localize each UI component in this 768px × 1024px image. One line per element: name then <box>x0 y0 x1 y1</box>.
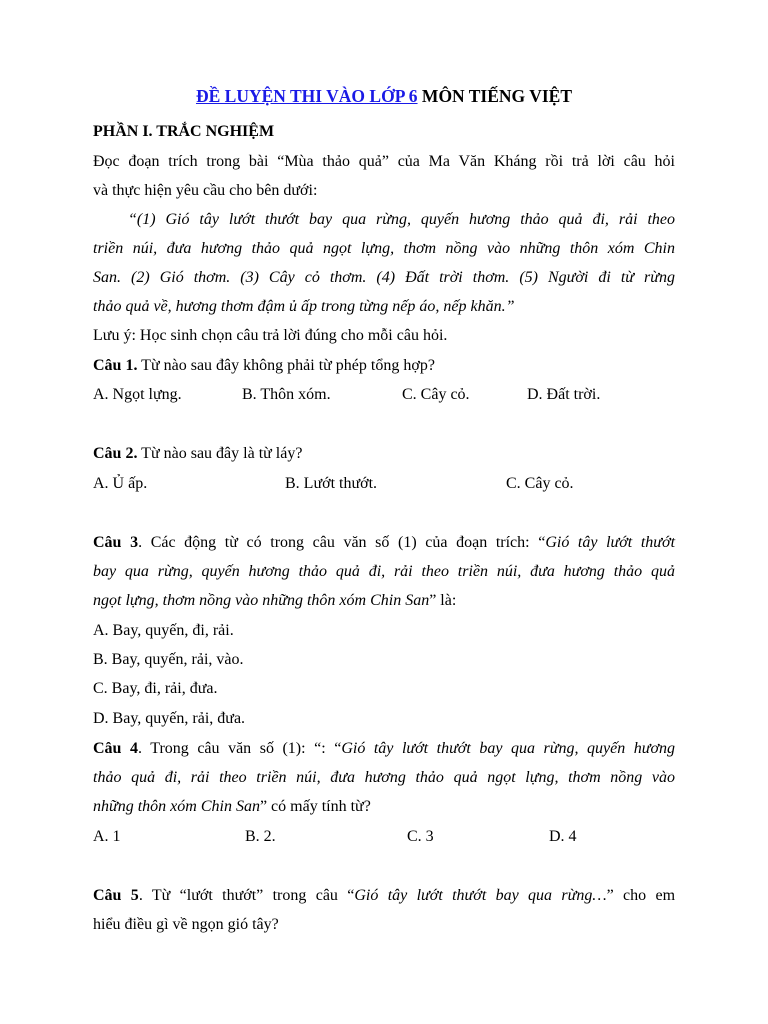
question-5-label: Câu 5 <box>93 887 139 904</box>
q3-option-c: C. Bay, đi, rải, đưa. <box>93 680 218 697</box>
question-4-line-2: thảo quả đi, rải theo triền núi, đưa hương thảo quả ngọt lựng, thơm nồng vào <box>93 769 675 786</box>
document-title <box>0 86 768 107</box>
q2-option-a: A. Ủ ấp. <box>93 475 148 492</box>
question-4-label: Câu 4 <box>93 740 138 757</box>
question-4-line-3 <box>93 797 371 817</box>
question-3-line-1 <box>93 533 675 553</box>
passage-line-3: San. (2) Gió thơm. (3) Cây cỏ thơm. (4) Đất trời thơm. (5) Người đi từ rừng <box>93 269 675 286</box>
section-heading: PHẦN I. TRẮC NGHIỆM <box>93 123 275 140</box>
question-3-line-3 <box>93 591 456 611</box>
q2-option-b: B. Lướt thướt. <box>285 475 378 492</box>
passage-line-1: “(1) Gió tây lướt thướt bay qua rừng, quyến hương thảo quả đi, rải theo <box>128 211 675 228</box>
question-4-line-1 <box>93 739 675 759</box>
question-1 <box>93 356 435 376</box>
q4-option-b: B. 2. <box>245 828 276 845</box>
question-5-text-b: ” cho em <box>606 887 676 904</box>
title-subject: MÔN TIẾNG VIỆT <box>417 86 573 106</box>
question-1-text: Từ nào sau đây không phải từ phép tổng hợp? <box>137 357 435 374</box>
q4-option-c: C. 3 <box>407 828 434 845</box>
note-line: Lưu ý: Học sinh chọn câu trả lời đúng cho mỗi câu hỏi. <box>93 327 448 344</box>
question-3-line-2: bay qua rừng, quyến hương thảo quả đi, rải theo triền núi, đưa hương thảo quả <box>93 563 675 580</box>
question-4-text-a: . Trong câu văn số (1): “: “ <box>138 740 342 757</box>
q3-option-b: B. Bay, quyến, rải, vào. <box>93 651 244 668</box>
q1-option-a: A. Ngọt lựng. <box>93 386 182 403</box>
question-4-text-c: ” có mấy tính từ? <box>259 798 371 815</box>
question-2 <box>93 444 302 464</box>
question-3-label: Câu 3 <box>93 534 139 551</box>
question-2-text: Từ nào sau đây là từ láy? <box>137 445 303 462</box>
passage-line-2: triền núi, đưa hương thảo quả ngọt lựng, thơm nồng vào những thôn xóm Chin <box>93 240 675 257</box>
q2-option-c: C. Cây cỏ. <box>506 475 574 492</box>
question-5-text-a: . Từ “lướt thướt” trong câu “ <box>138 887 355 904</box>
q4-option-a: A. 1 <box>93 828 121 845</box>
question-4-quote-c: những thôn xóm Chin San <box>93 798 260 815</box>
question-5-quote: Gió tây lướt thướt bay qua rừng… <box>354 887 607 904</box>
question-2-label: Câu 2. <box>93 445 138 462</box>
q3-option-a: A. Bay, quyến, đi, rải. <box>93 622 234 639</box>
passage-line-4: thảo quả về, hương thơm đậm ủ ấp trong từng nếp áo, nếp khăn.” <box>93 298 515 315</box>
q1-option-b: B. Thôn xóm. <box>242 386 331 403</box>
q3-option-d: D. Bay, quyến, rải, đưa. <box>93 710 246 727</box>
question-4-quote-a: Gió tây lướt thướt bay qua rừng, quyến hương <box>341 740 676 757</box>
intro-line-1: Đọc đoạn trích trong bài “Mùa thảo quả” của Ma Văn Kháng rồi trả lời câu hỏi <box>93 153 675 170</box>
question-3-quote-c: ngọt lựng, thơm nồng vào những thôn xóm Chin San <box>93 592 430 609</box>
question-3-text-c: ” là: <box>429 592 457 609</box>
question-5-line-2: hiểu điều gì về ngọn gió tây? <box>93 916 279 933</box>
q1-option-d: D. Đất trời. <box>527 386 601 403</box>
q1-option-c: C. Cây cỏ. <box>402 386 470 403</box>
question-1-label: Câu 1. <box>93 357 138 374</box>
q4-option-d: D. 4 <box>549 828 577 845</box>
question-3-text-a: . Các động từ có trong câu văn số (1) của đoạn trích: “ <box>138 534 546 551</box>
question-5-line-1 <box>93 886 675 906</box>
title-link[interactable]: ĐỀ LUYỆN THI VÀO LỚP 6 <box>195 86 418 106</box>
intro-line-2: và thực hiện yêu cầu cho bên dưới: <box>93 182 318 199</box>
question-3-quote-a: Gió tây lướt thướt <box>545 534 676 551</box>
